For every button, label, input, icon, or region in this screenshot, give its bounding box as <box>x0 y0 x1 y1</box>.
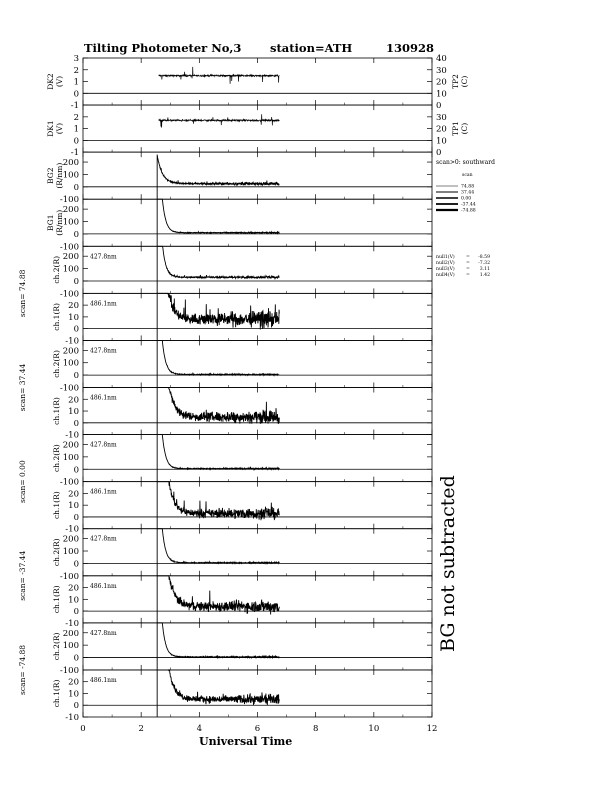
y-tick-label: -100 <box>59 571 79 582</box>
legend-null-equals: = <box>466 273 470 278</box>
y-tick-label: -10 <box>65 524 79 535</box>
data-series-line <box>157 435 279 482</box>
data-series-line <box>157 623 279 670</box>
y-tick-label: 0 <box>73 653 79 664</box>
y-axis-label-line: ch.2(R) <box>52 255 61 284</box>
station-label: station=ATH <box>270 41 353 55</box>
panel-12 <box>52 576 432 629</box>
x-tick-label: 10 <box>368 724 380 734</box>
y-axis-label <box>46 210 64 236</box>
y-axis-label-line: (R/nm) <box>55 209 64 236</box>
wavelength-label: 486.1nm <box>90 676 117 684</box>
wavelength-label: 427.8nm <box>90 253 117 261</box>
legend-null-value: -7.32 <box>478 261 490 266</box>
y-tick-label: 0 <box>73 324 79 335</box>
legend <box>436 159 495 278</box>
y-tick-label: 0 <box>73 465 79 476</box>
y-tick-label: 100 <box>62 641 79 652</box>
scan-group-label: scan= 74.88 <box>18 269 27 318</box>
wavelength-label: 486.1nm <box>90 394 117 402</box>
legend-scan-header: scan <box>462 173 473 178</box>
y-axis-label-line: ch.1(R) <box>52 397 61 425</box>
y-axis-label-line: ch.2(R) <box>52 350 61 378</box>
panel-9 <box>52 435 432 488</box>
y-tick-label: -10 <box>65 618 79 629</box>
y-tick-label: -100 <box>59 195 79 206</box>
y-axis-label <box>52 256 61 284</box>
panel-8 <box>52 388 432 441</box>
y-tick-label: -100 <box>59 477 79 488</box>
y-tick-label: 0 <box>73 418 79 429</box>
y-tick-label: 3 <box>73 54 79 64</box>
y-tick-label: 100 <box>62 452 79 463</box>
legend-scan-value: -37.44 <box>461 202 476 208</box>
y-axis-label-line: (R/nm) <box>55 162 64 189</box>
panel-3 <box>46 152 432 205</box>
y-tick-label: 200 <box>62 158 79 169</box>
data-series-line <box>157 529 279 576</box>
data-series-line <box>157 670 279 717</box>
y-axis-label-line: ch.2(R) <box>52 444 61 472</box>
panel-frame <box>83 388 432 435</box>
y-tick-label: 0 <box>73 89 79 100</box>
right-axis-label <box>451 121 469 136</box>
data-series-line <box>159 67 280 84</box>
right-tick-label: 10 <box>436 136 447 147</box>
y-axis-label-line: ch.1(R) <box>52 303 61 331</box>
y-axis-label <box>46 120 64 136</box>
legend-scan-value: 74.88 <box>461 184 475 190</box>
y-tick-label: 0 <box>73 276 79 287</box>
panel-11 <box>52 529 432 582</box>
data-series-line <box>157 388 279 435</box>
data-series-line <box>159 114 280 127</box>
data-series-line <box>157 576 279 623</box>
y-tick-label: 0 <box>73 371 79 382</box>
y-tick-label: -10 <box>65 430 79 441</box>
panel-frame <box>83 152 432 199</box>
y-tick-label: 10 <box>68 501 79 512</box>
y-tick-label: 1 <box>73 124 79 135</box>
y-axis-label-line: ch.1(R) <box>52 679 61 708</box>
data-series-line <box>157 340 279 387</box>
right-tick-label: 0 <box>436 148 442 159</box>
y-tick-label: 100 <box>62 358 79 369</box>
side-note: BG not subtracted <box>437 475 459 652</box>
y-tick-label: 10 <box>68 312 79 323</box>
y-axis-label <box>52 680 61 708</box>
wavelength-label: 486.1nm <box>90 488 117 496</box>
y-axis-label <box>52 350 61 378</box>
x-tick-label: 12 <box>426 724 438 734</box>
scan-group-label: scan= -37.44 <box>18 550 27 601</box>
legend-null-list <box>436 253 490 278</box>
panel-10 <box>52 482 432 535</box>
y-tick-label: 2 <box>73 65 79 76</box>
legend-scan-value: 0.00 <box>461 196 472 202</box>
y-tick-label: 200 <box>62 534 79 545</box>
y-tick-label: 200 <box>62 346 79 357</box>
legend-null-label: null3(V) <box>436 267 455 272</box>
y-axis-label-line: ch.1(R) <box>52 585 61 614</box>
y-tick-label: 100 <box>62 547 79 558</box>
x-tick-label: 0 <box>80 724 86 734</box>
y-axis-label-line: DK2 <box>46 73 55 90</box>
y-tick-label: 200 <box>62 440 79 451</box>
right-axis-label-line: TP2 <box>451 74 460 89</box>
legend-null-label: null2(V) <box>436 261 455 266</box>
y-axis-label-line: (V) <box>55 75 64 88</box>
data-series-line <box>157 246 279 293</box>
y-axis-label <box>46 163 64 189</box>
right-axis-label-line: (C) <box>460 122 469 135</box>
right-tick-label: 30 <box>436 65 447 76</box>
scan-group-label: scan= -74.88 <box>18 644 27 695</box>
x-axis-label: Universal Time <box>199 735 293 748</box>
y-axis-label <box>46 73 64 90</box>
legend-null-equals: = <box>466 261 470 266</box>
x-tick-label: 2 <box>138 724 144 734</box>
y-tick-label: 100 <box>62 264 79 275</box>
y-axis-label <box>52 585 61 613</box>
y-tick-label: -10 <box>65 713 79 723</box>
y-tick-label: 20 <box>68 677 79 688</box>
chart-panels <box>18 54 472 723</box>
y-tick-label: -1 <box>70 101 79 112</box>
panel-frame <box>83 529 432 576</box>
legend-null-equals: = <box>466 267 470 272</box>
panel-frame <box>83 623 432 670</box>
y-tick-label: 0 <box>73 182 79 193</box>
y-axis-label-line: ch.2(R) <box>52 632 61 661</box>
y-tick-label: 10 <box>68 407 79 418</box>
data-series-line <box>157 293 279 340</box>
panel-frame <box>83 58 432 105</box>
legend-null-label: null4(V) <box>436 273 455 278</box>
scan-group-label: scan= 0.00 <box>18 460 27 504</box>
wavelength-label: 427.8nm <box>90 629 117 637</box>
y-axis-label-line: BG2 <box>46 167 55 184</box>
panel-frame <box>83 435 432 482</box>
x-tick-label: 6 <box>254 724 261 734</box>
data-series-line <box>157 155 279 200</box>
legend-null-value: 3.11 <box>479 267 490 272</box>
y-tick-label: 20 <box>68 583 79 594</box>
right-tick-label: 30 <box>436 112 447 123</box>
panel-frame <box>83 576 432 623</box>
wavelength-label: 486.1nm <box>90 300 117 308</box>
y-tick-label: 20 <box>68 489 79 500</box>
y-axis-label <box>52 538 61 566</box>
y-axis-label-line: (V) <box>55 122 64 135</box>
y-tick-label: 0 <box>73 512 79 523</box>
wavelength-label: 427.8nm <box>90 535 117 543</box>
y-tick-label: 200 <box>62 628 79 639</box>
panel-5 <box>52 246 432 299</box>
y-tick-label: 0 <box>73 136 79 147</box>
panel-frame <box>83 246 432 293</box>
panel-13 <box>52 623 432 676</box>
y-tick-label: 2 <box>73 112 79 123</box>
legend-scan-list <box>436 184 476 214</box>
panel-frame <box>83 482 432 529</box>
right-tick-label: 40 <box>436 54 447 64</box>
y-axis-label-line: BG1 <box>46 214 55 231</box>
panel-6 <box>52 293 432 346</box>
y-axis-label-line: ch.2(R) <box>52 538 61 567</box>
panel-frame <box>83 105 432 152</box>
y-axis-label-line: ch.1(R) <box>52 491 61 520</box>
panel-14 <box>52 670 432 723</box>
right-tick-label: 10 <box>436 89 447 100</box>
y-tick-label: 0 <box>73 229 79 240</box>
date-label: 130928 <box>386 41 435 55</box>
y-tick-label: 0 <box>73 607 79 618</box>
chart-title: Tilting Photometer No,3 <box>84 41 242 55</box>
y-tick-label: 0 <box>73 559 79 570</box>
legend-scan-value: 37.44 <box>461 190 475 196</box>
y-axis-label-line: DK1 <box>46 120 55 137</box>
right-tick-label: 20 <box>436 124 447 135</box>
panel-frame <box>83 199 432 246</box>
wavelength-label: 427.8nm <box>90 441 117 449</box>
right-axis-label <box>451 74 469 89</box>
y-tick-label: -100 <box>59 665 79 676</box>
data-series-line <box>157 482 279 529</box>
panel-frame <box>83 670 432 717</box>
panel-frame <box>83 340 432 387</box>
y-axis-label <box>52 444 61 472</box>
y-axis-label <box>52 303 61 331</box>
wavelength-label: 427.8nm <box>90 347 117 355</box>
scan-group-label: scan= 37.44 <box>18 363 27 412</box>
y-tick-label: 200 <box>62 252 79 263</box>
x-axis-ticks <box>80 724 437 734</box>
wavelength-label: 486.1nm <box>90 582 117 590</box>
y-tick-label: -100 <box>59 289 79 300</box>
panel-2 <box>46 105 469 158</box>
panel-7 <box>52 340 432 393</box>
legend-null-value: 1.42 <box>479 273 490 278</box>
y-tick-label: 10 <box>68 595 79 606</box>
right-axis-label-line: (C) <box>460 75 469 88</box>
x-tick-label: 8 <box>312 724 319 734</box>
y-tick-label: -100 <box>59 383 79 394</box>
y-tick-label: -100 <box>59 242 79 253</box>
y-tick-label: 100 <box>62 217 79 228</box>
y-tick-label: 10 <box>68 689 79 700</box>
legend-title: scan>0: southward <box>436 159 495 166</box>
y-axis-label <box>52 491 61 519</box>
y-axis-label <box>52 397 61 425</box>
data-series-line <box>157 199 279 246</box>
right-tick-label: 0 <box>436 101 442 112</box>
y-axis-label <box>52 632 61 660</box>
legend-null-label: null1(V) <box>436 255 455 260</box>
legend-null-equals: = <box>466 255 470 260</box>
right-axis-label-line: TP1 <box>451 121 460 137</box>
panel-4 <box>46 199 432 252</box>
y-tick-label: 20 <box>68 395 79 406</box>
y-tick-label: 0 <box>73 701 79 712</box>
y-tick-label: 20 <box>68 301 79 312</box>
legend-null-value: -8.59 <box>478 255 490 260</box>
y-tick-label: -10 <box>65 336 79 347</box>
y-tick-label: 1 <box>73 77 79 88</box>
y-tick-label: 200 <box>62 205 79 216</box>
legend-scan-value: -74.88 <box>461 208 476 214</box>
right-tick-label: 20 <box>436 77 447 88</box>
y-tick-label: 100 <box>62 170 79 181</box>
panel-1 <box>46 54 469 111</box>
x-tick-label: 4 <box>196 724 203 734</box>
y-tick-label: -1 <box>70 148 79 159</box>
